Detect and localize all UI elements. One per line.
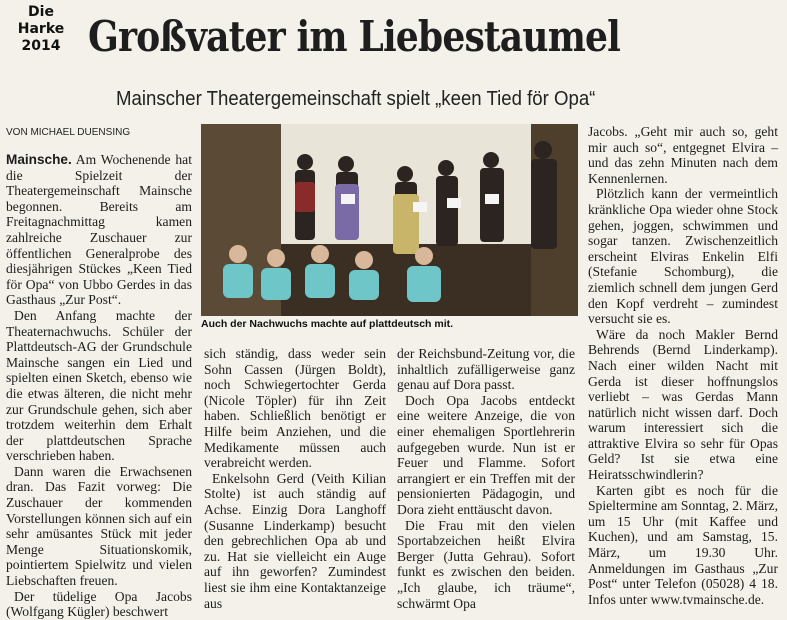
dateline: Mainsche. <box>6 152 72 167</box>
stage-photo <box>201 124 578 316</box>
paragraph: Mainsche. Am Wochenende hat die Spielzeit der Theatergemeinschaft Mainsche begonnen. Bereits am Freitagnachmittag kamen zahlreiche Zuschauer zur öffentlichen Generalprobe des diesjährigen Stückes „Keen Tied för Opa“ von Ubbo Gerdes in das Gasthaus „Zur Post“. <box>6 152 192 308</box>
headline: Großvater im Liebestaumel <box>88 12 621 61</box>
logo-year: 2014 <box>21 38 61 54</box>
paragraph: Wäre da noch Makler Bernd Behrends (Bernd Linderkamp). Nach einer wilden Nacht mit Gerda ist dieser hoffnungslos verliebt – was Gerdas Mann natürlich nicht wissen darf. Doch warum interessiert sich die attraktive Elvira so sehr für Opas Geld? Ist sie etwa eine Heiratsschwindlerin? <box>588 326 778 483</box>
logo-name: Die Harke <box>17 4 65 37</box>
newspaper-logo <box>6 4 76 55</box>
byline: VON MICHAEL DUENSING <box>6 127 131 138</box>
paragraph: Die Frau mit den vielen Sportabzeichen heißt Elvira Berger (Jutta Gehrau). Sofort funkt es zwischen den beiden. „Ich glaube, ich träume“, schwärmt Opa <box>397 517 575 611</box>
paragraph: Den Anfang machte der Theaternachwuchs. Schüler der Plattdeutsch-AG der Grundschule Mainsche sangen ein Lied und spielten einen Sketch, ebenso wie die etwas älteren, die nicht mehr zur Grundschule gehen, sich aber trotzdem weiterhin dem Erhalt der plattdeutschen Sprache verschrieben haben. <box>6 307 192 464</box>
article-column-3 <box>397 346 575 611</box>
paragraph: sich ständig, dass weder sein Sohn Cassen (Jürgen Boldt), noch Schwiegertochter Gerda (Nicole Töpler) für ihn Zeit haben. Schließlich benötigt er Hilfe beim Anziehen, und die Medikamente müssen auch verabreicht werden. <box>204 346 386 471</box>
photo-caption: Auch der Nachwuchs machte auf plattdeutsch mit. <box>201 318 454 330</box>
paragraph: Der tüdelige Opa Jacobs (Wolfgang Kügler) beschwert <box>6 588 192 620</box>
article-column-2 <box>204 346 386 611</box>
subheadline: Mainscher Theatergemeinschaft spielt „keen Tied för Opa“ <box>116 88 596 110</box>
article-column-1 <box>6 152 192 620</box>
photo-illustration <box>201 124 578 316</box>
paragraph: Karten gibt es noch für die Spieltermine am Sonntag, 2. März, um 15 Uhr (mit Kaffee und Kuchen), und am Samstag, 15. März, um 19.30 Uhr. Anmeldungen im Gasthaus „Zur Post“ unter Telefon (05028) 4 18. Infos unter www.tvmainsche.de. <box>588 482 778 607</box>
paragraph: Doch Opa Jacobs entdeckt eine weitere Anzeige, die von einer ehemaligen Sportlehrerin aufgegeben wurde. Nun ist er Feuer und Flamme. Sofort arrangiert er ein Treffen mit der pensionierten Pädagogin, und Dora zieht enttäuscht davon. <box>397 392 575 517</box>
paragraph: Jacobs. „Geht mir auch so, geht mir auch so“, entgegnet Elvira – und das zehn Minuten nach dem Kennenlernen. <box>588 124 778 186</box>
paragraph: der Reichsbund-Zeitung vor, die inhaltlich zufälligerweise ganz genau auf Dora passt. <box>397 346 575 393</box>
paragraph: Plötzlich kann der vermeintlich kränkliche Opa wieder ohne Stock gehen, joggen, schwimmen und sogar tanzen. Zwischenzeitlich erscheint Elviras Enkelin Elfi (Stefanie Schomburg), die ziemlich schnell dem jungen Gerd den Kopf verdreht – zumindest versucht sie es. <box>588 186 778 327</box>
article-column-4 <box>588 124 778 607</box>
paragraph: Enkelsohn Gerd (Veith Kilian Stolte) ist auch ständig auf Achse. Einzig Dora Langhoff (Susanne Linderkamp) besucht den gebrechlichen Opa ab und zu. Hat sie vielleicht ein Auge auf ihn geworfen? Zumindest liest sie ihm eine Kontaktanzeige aus <box>204 470 386 611</box>
paragraph: Dann waren die Erwachsenen dran. Das Fazit vorweg: Die Zuschauer der kommenden Vorstellungen können sich auf ein sehr amüsantes Stück mit jeder Menge Situationskomik, pointiertem Spielwitz und vielen Liebschaften freuen. <box>6 463 192 589</box>
